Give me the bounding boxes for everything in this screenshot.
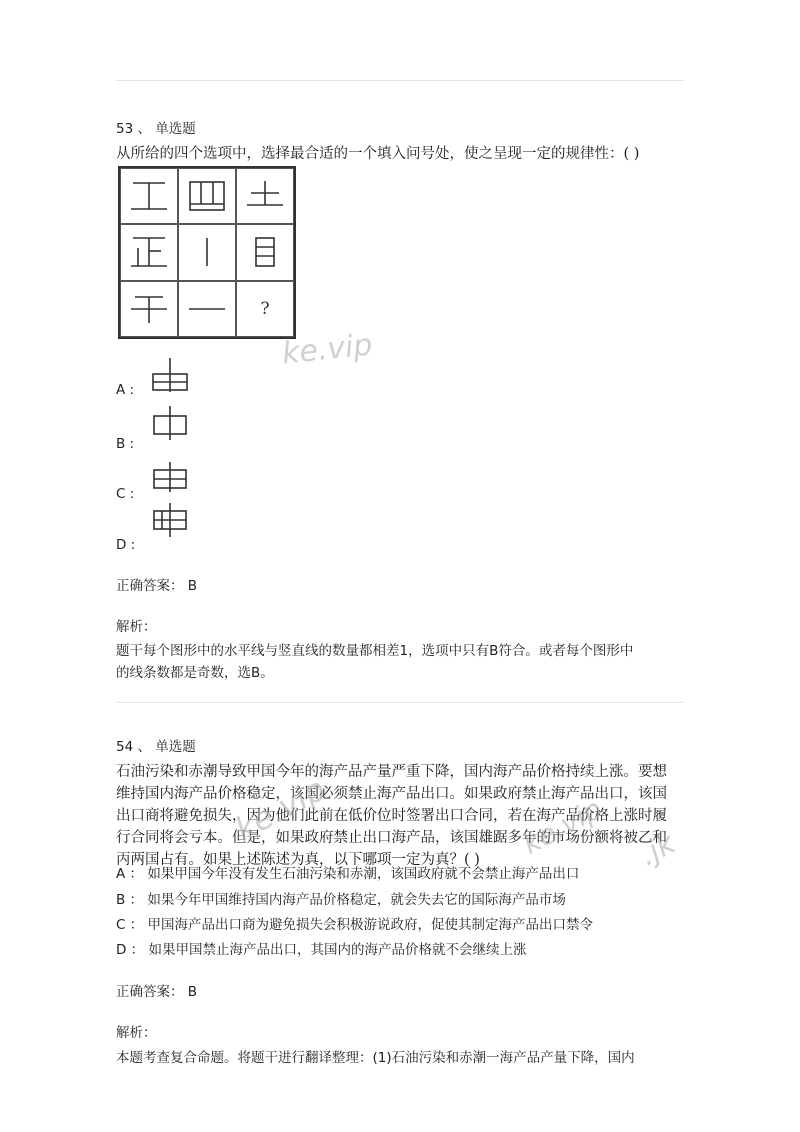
- option-b-figure[interactable]: [151, 406, 189, 446]
- watermark-3: ke.vip: [517, 792, 608, 861]
- question-54-stem-line-3: 出口商将避免损失，因为他们此前在低价位时签署出口合同，若在海产品价格上涨时履: [116, 808, 667, 824]
- question-53-analysis-line-2: 的线条数都是奇数，选B。: [116, 665, 274, 681]
- question-mark: ?: [260, 298, 270, 319]
- question-53-figure-grid: [118, 166, 296, 339]
- question-54-analysis-line-1: 本题考查复合命题。将题干进行翻译整理：(1)石油污染和赤潮一海产品产量下降，国内: [116, 1050, 635, 1066]
- question-54-option-a[interactable]: A ： 如果甲国今年没有发生石油污染和赤潮，该国政府就不会禁止海产品出口: [116, 866, 580, 882]
- grid-cell-6: [236, 224, 294, 280]
- question-54-option-c[interactable]: C ： 甲国海产品出口商为避免损失会积极游说政府，促使其制定海产品出口禁令: [116, 917, 594, 933]
- option-b-label[interactable]: B :: [116, 436, 135, 452]
- question-53-stem: 从所给的四个选项中，选择最合适的一个填入问号处，使之呈现一定的规律性：( ): [116, 146, 640, 162]
- grid-cell-3: [236, 168, 294, 224]
- question-54-option-b[interactable]: B ： 如果今年甲国维持国内海产品价格稳定，就会失去它的国际海产品市场: [116, 892, 566, 908]
- option-a-label[interactable]: A :: [116, 382, 135, 398]
- option-c-label[interactable]: C :: [116, 486, 135, 502]
- question-54-answer: 正确答案： B: [116, 984, 198, 1000]
- option-a-figure[interactable]: [151, 358, 189, 398]
- grid-cell-8: [178, 281, 236, 337]
- question-53-answer: 正确答案： B: [116, 578, 198, 594]
- question-53-analysis-title: 解析：: [116, 619, 157, 635]
- divider-middle: [116, 702, 684, 703]
- question-54-stem-line-5: 丙两国占有。如果上述陈述为真，以下哪项一定为真？( ): [116, 852, 480, 868]
- grid-cell-5: [178, 224, 236, 280]
- question-54-stem-line-4: 行合同将会亏本。但是，如果政府禁止出口海产品，该国雄踞多年的市场份额将被乙和: [116, 830, 667, 846]
- divider-top: [116, 80, 684, 81]
- question-54-stem-line-2: 维持国内海产品价格稳定，该国必须禁止海产品出口。如果政府禁止海产品出口，该国: [116, 786, 667, 802]
- option-d-label[interactable]: D :: [116, 537, 136, 553]
- watermark-2: ke.vip: [228, 769, 332, 849]
- question-54-option-d[interactable]: D ： 如果甲国禁止海产品出口，其国内的海产品价格就不会继续上涨: [116, 942, 527, 958]
- grid-cell-2: [178, 168, 236, 224]
- grid-cell-question: [236, 281, 294, 337]
- grid-cell-1: [120, 168, 178, 224]
- question-53-analysis-line-1: 题干每个图形中的水平线与竖直线的数量都相差1，选项中只有B符合。或者每个图形中: [116, 643, 634, 659]
- watermark-1: ke.vip: [280, 327, 375, 372]
- option-d-figure[interactable]: [151, 503, 189, 541]
- watermark-4: .jk: [633, 825, 682, 874]
- question-54-analysis-title: 解析：: [116, 1025, 157, 1041]
- option-c-figure[interactable]: [151, 462, 189, 498]
- grid-cell-7: [120, 281, 178, 337]
- question-54-header: 54 、 单选题: [116, 739, 196, 755]
- question-53-header: 53 、 单选题: [116, 121, 196, 137]
- question-54-stem-line-1: 石油污染和赤潮导致甲国今年的海产品产量严重下降，国内海产品价格持续上涨。要想: [116, 764, 667, 780]
- grid-cell-4: [120, 224, 178, 280]
